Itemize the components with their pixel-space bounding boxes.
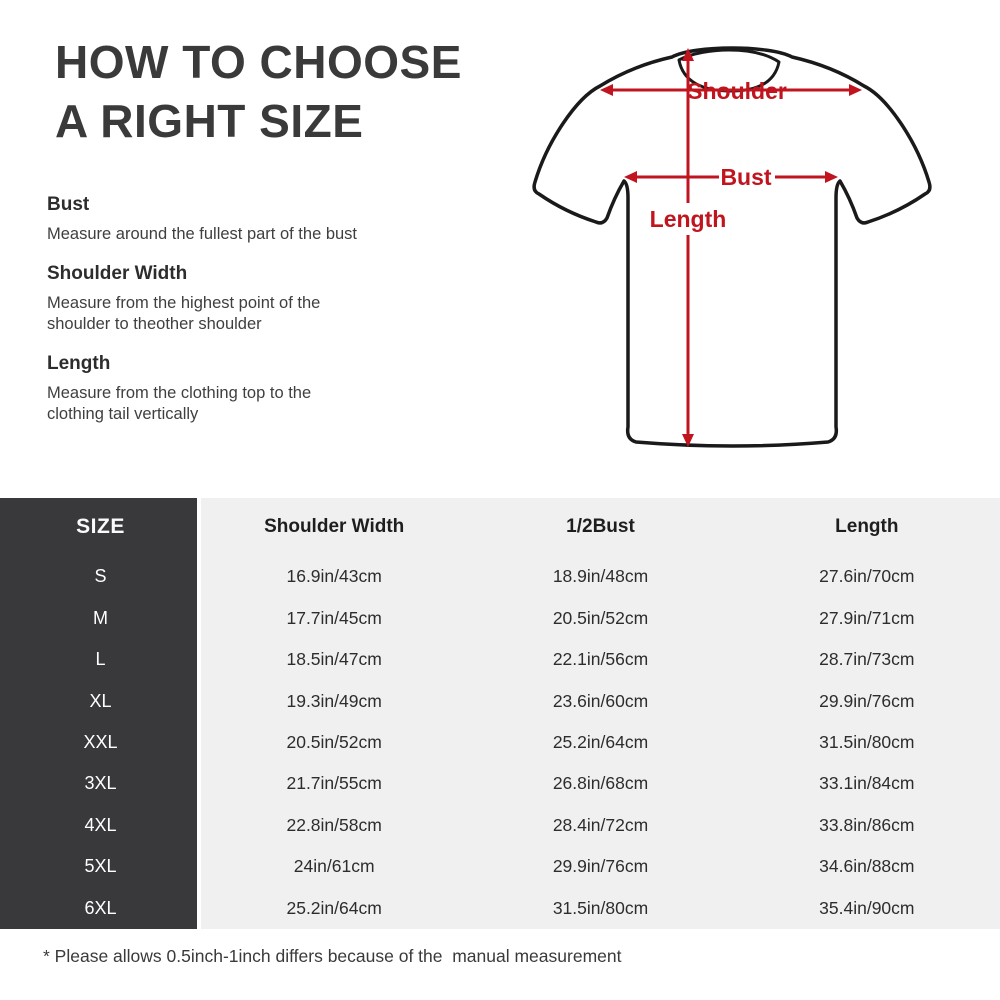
length-value: 31.5in/80cm bbox=[819, 731, 915, 752]
bust-value: 18.9in/48cm bbox=[552, 566, 649, 587]
length-value: 27.6in/70cm bbox=[819, 566, 915, 587]
shoulder-value: 19.3in/49cm bbox=[286, 690, 382, 711]
instruction-text: Measure from the clothing top to the bbox=[47, 384, 312, 402]
table-row-m bbox=[0, 597, 1000, 638]
table-row-6xl bbox=[0, 888, 1000, 929]
instruction-heading: Length bbox=[47, 353, 111, 374]
size-label: M bbox=[93, 607, 108, 628]
instruction-length bbox=[47, 353, 467, 425]
shoulder-value: 18.5in/47cm bbox=[286, 649, 382, 670]
size-label: L bbox=[95, 649, 106, 670]
tshirt-outline bbox=[534, 48, 930, 446]
tshirt-diagram-svg bbox=[500, 15, 990, 465]
bust-value: 31.5in/80cm bbox=[552, 897, 649, 918]
bust-value: 28.4in/72cm bbox=[552, 814, 649, 835]
bust-value: 20.5in/52cm bbox=[552, 607, 649, 628]
page-title-line2: A RIGHT SIZE bbox=[55, 95, 364, 147]
table-row-4xl bbox=[0, 805, 1000, 846]
page-title-line1: HOW TO CHOOSE bbox=[55, 36, 462, 88]
shoulder-value: 16.9in/43cm bbox=[286, 566, 382, 587]
column-header-half-bust: 1/2Bust bbox=[566, 516, 635, 537]
size-label: S bbox=[94, 566, 107, 587]
length-value: 28.7in/73cm bbox=[819, 649, 915, 670]
instruction-heading: Bust bbox=[47, 194, 90, 215]
length-value: 35.4in/90cm bbox=[819, 897, 915, 918]
length-value: 33.8in/86cm bbox=[819, 814, 915, 835]
shoulder-value: 20.5in/52cm bbox=[286, 731, 382, 752]
size-table-content bbox=[0, 498, 1000, 929]
instruction-text: shoulder to theother shoulder bbox=[47, 315, 262, 333]
shoulder-arrow-label: Shoulder bbox=[687, 78, 787, 104]
shoulder-value: 21.7in/55cm bbox=[286, 773, 382, 794]
shoulder-value: 22.8in/58cm bbox=[286, 814, 382, 835]
shoulder-value: 25.2in/64cm bbox=[286, 897, 382, 918]
instruction-text: Measure from the highest point of the bbox=[47, 294, 321, 312]
instruction-text: clothing tail vertically bbox=[47, 405, 199, 423]
table-row-xl bbox=[0, 680, 1000, 721]
measurement-instructions bbox=[47, 194, 467, 443]
column-header-shoulder-width: Shoulder Width bbox=[264, 516, 405, 537]
size-label: XL bbox=[89, 690, 112, 711]
tshirt-measurement-diagram bbox=[500, 15, 990, 465]
bust-value: 25.2in/64cm bbox=[552, 731, 649, 752]
size-label: XXL bbox=[83, 731, 118, 752]
table-row-5xl bbox=[0, 846, 1000, 887]
column-header-length: Length bbox=[835, 516, 899, 537]
instruction-bust bbox=[47, 194, 467, 245]
table-row-l bbox=[0, 639, 1000, 680]
table-header-row bbox=[0, 498, 1000, 556]
size-table bbox=[0, 498, 1000, 929]
size-label: 4XL bbox=[84, 814, 117, 835]
bust-arrow-label: Bust bbox=[720, 164, 772, 190]
table-row-3xl bbox=[0, 763, 1000, 804]
length-value: 27.9in/71cm bbox=[819, 607, 915, 628]
instruction-text: Measure around the fullest part of the bust bbox=[47, 225, 358, 243]
instruction-shoulder-width bbox=[47, 263, 467, 335]
size-label: 6XL bbox=[84, 897, 117, 918]
length-value: 33.1in/84cm bbox=[819, 773, 915, 794]
length-value: 29.9in/76cm bbox=[819, 690, 915, 711]
shoulder-value: 17.7in/45cm bbox=[286, 607, 382, 628]
shoulder-value: 24in/61cm bbox=[293, 856, 375, 877]
bust-value: 22.1in/56cm bbox=[552, 649, 649, 670]
size-label: 3XL bbox=[84, 773, 117, 794]
table-row-s bbox=[0, 556, 1000, 597]
bust-value: 23.6in/60cm bbox=[552, 690, 649, 711]
measurement-disclaimer: * Please allows 0.5inch-1inch differs because of the manual measurement bbox=[43, 946, 622, 966]
length-arrow-label: Length bbox=[649, 206, 727, 232]
instruction-heading: Shoulder Width bbox=[47, 263, 188, 284]
column-header-size: SIZE bbox=[76, 515, 125, 538]
size-label: 5XL bbox=[84, 856, 117, 877]
page-title bbox=[55, 33, 462, 151]
bust-value: 29.9in/76cm bbox=[552, 856, 649, 877]
length-value: 34.6in/88cm bbox=[819, 856, 915, 877]
bust-value: 26.8in/68cm bbox=[552, 773, 649, 794]
table-row-xxl bbox=[0, 722, 1000, 763]
